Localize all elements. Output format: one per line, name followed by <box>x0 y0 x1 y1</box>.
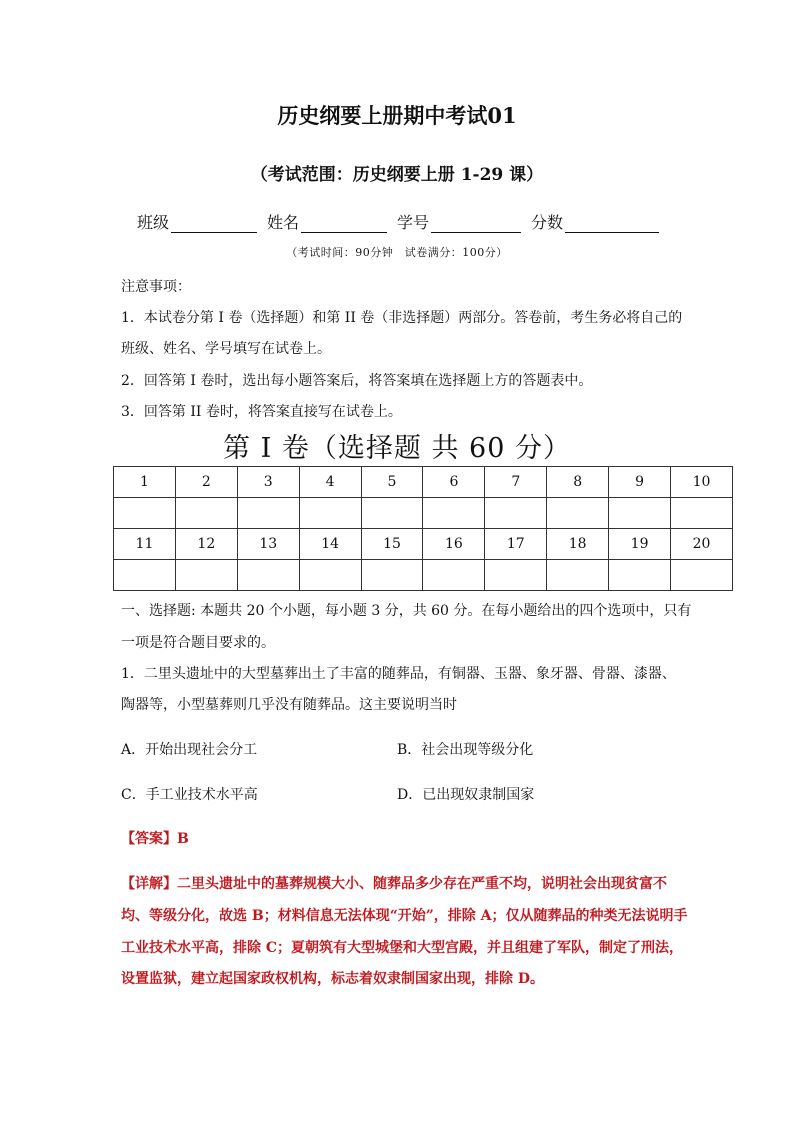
notice-item-1-line-2: 班级、姓名、学号填写在试卷上。 <box>121 341 331 357</box>
question-1-stem-line-2: 陶器等，小型墓葬则几乎没有随葬品。这主要说明当时 <box>121 697 457 713</box>
name-label: 姓名 <box>267 213 300 232</box>
question-number-cell: 3 <box>237 467 299 498</box>
question-number-cell: 8 <box>547 467 609 498</box>
student-id-field <box>397 210 521 233</box>
question-number-cell: 17 <box>485 529 547 560</box>
detail-line-2: 均、等级分化，故选 B；材料信息无法体现“开始”，排除 A；仅从随葬品的种类无法说明手 <box>121 908 688 924</box>
question-number-cell: 6 <box>423 467 485 498</box>
question-number-cell: 2 <box>175 467 237 498</box>
answer-cell[interactable] <box>485 498 547 529</box>
question-number-cell: 19 <box>609 529 671 560</box>
answer-cell[interactable] <box>547 560 609 591</box>
question-number-cell: 7 <box>485 467 547 498</box>
notice-item-3: 3．回答第 II 卷时，将答案直接写在试卷上。 <box>121 404 402 420</box>
name-field <box>267 210 387 233</box>
exam-subtitle: （考试范围：历史纲要上册 1-29 课） <box>250 165 544 185</box>
detail-line-3: 工业技术水平高，排除 C；夏朝筑有大型城堡和大型宫殿，并且组建了军队，制定了刑法， <box>121 940 684 956</box>
question-number-cell: 12 <box>175 529 237 560</box>
answer-cell[interactable] <box>423 560 485 591</box>
answer-cell[interactable] <box>114 560 176 591</box>
answer-cell[interactable] <box>175 498 237 529</box>
answer-cell[interactable] <box>671 498 733 529</box>
question-1-stem-line-1: 1．二里头遗址中的大型墓葬出土了丰富的随葬品，有铜器、玉器、象牙器、骨器、漆器、 <box>121 666 676 682</box>
exam-title: 历史纲要上册期中考试01 <box>277 103 517 128</box>
answer-grid-answer-row <box>114 560 733 591</box>
detail-line-1: 【详解】二里头遗址中的墓葬规模大小、随葬品多少存在严重不均，说明社会出现贫富不 <box>121 876 667 892</box>
question-number-cell: 13 <box>237 529 299 560</box>
score-blank[interactable] <box>565 216 659 233</box>
answer-cell[interactable] <box>237 560 299 591</box>
answer-grid-number-row <box>114 467 733 498</box>
notice-item-1-line-1: 1．本试卷分第 I 卷（选择题）和第 II 卷（非选择题）两部分。答卷前，考生务必将自己的 <box>121 310 683 326</box>
answer-grid <box>113 466 733 591</box>
student-id-label: 学号 <box>397 213 430 232</box>
answer-cell[interactable] <box>237 498 299 529</box>
answer-cell[interactable] <box>485 560 547 591</box>
class-blank[interactable] <box>171 216 257 233</box>
answer-text: 【答案】B <box>121 831 189 847</box>
answer-cell[interactable] <box>114 498 176 529</box>
question-number-cell: 9 <box>609 467 671 498</box>
answer-cell[interactable] <box>175 560 237 591</box>
answer-cell[interactable] <box>547 498 609 529</box>
answer-cell[interactable] <box>609 498 671 529</box>
name-blank[interactable] <box>301 216 387 233</box>
exam-time-info: （考试时间：90分钟 试卷满分：100分） <box>286 246 508 259</box>
question-number-cell: 4 <box>299 467 361 498</box>
answer-cell[interactable] <box>299 498 361 529</box>
section-1-instructions-line-2: 一项是符合题目要求的。 <box>121 635 275 651</box>
option-d: D．已出现奴隶制国家 <box>397 787 535 803</box>
detail-line-4: 设置监狱，建立起国家政权机构，标志着奴隶制国家出现，排除 D。 <box>121 971 545 987</box>
answer-cell[interactable] <box>609 560 671 591</box>
student-id-blank[interactable] <box>431 216 521 233</box>
answer-cell[interactable] <box>361 560 423 591</box>
class-label: 班级 <box>137 213 170 232</box>
answer-cell[interactable] <box>299 560 361 591</box>
notice-item-2: 2．回答第 I 卷时，选出每小题答案后，将答案填在选择题上方的答题表中。 <box>121 373 593 389</box>
answer-grid-answer-row <box>114 498 733 529</box>
question-number-cell: 20 <box>671 529 733 560</box>
answer-grid-number-row <box>114 529 733 560</box>
answer-cell[interactable] <box>361 498 423 529</box>
student-info-fields <box>137 210 669 233</box>
section-1-instructions-line-1: 一、选择题: 本题共 20 个小题，每小题 3 分，共 60 分。在每小题给出的四个选项中，只有 <box>121 603 692 619</box>
answer-cell[interactable] <box>671 560 733 591</box>
question-number-cell: 1 <box>114 467 176 498</box>
option-b: B．社会出现等级分化 <box>397 742 534 758</box>
question-number-cell: 14 <box>299 529 361 560</box>
score-field <box>531 210 659 233</box>
option-a: A．开始出现社会分工 <box>121 742 258 758</box>
class-field <box>137 210 257 233</box>
question-number-cell: 10 <box>671 467 733 498</box>
question-number-cell: 15 <box>361 529 423 560</box>
question-number-cell: 18 <box>547 529 609 560</box>
option-c: C．手工业技术水平高 <box>121 787 258 803</box>
score-label: 分数 <box>531 213 564 232</box>
part-1-title: 第 I 卷（选择题 共 60 分） <box>223 433 571 464</box>
question-number-cell: 5 <box>361 467 423 498</box>
answer-cell[interactable] <box>423 498 485 529</box>
notice-heading: 注意事项： <box>121 279 191 295</box>
question-number-cell: 11 <box>114 529 176 560</box>
question-number-cell: 16 <box>423 529 485 560</box>
